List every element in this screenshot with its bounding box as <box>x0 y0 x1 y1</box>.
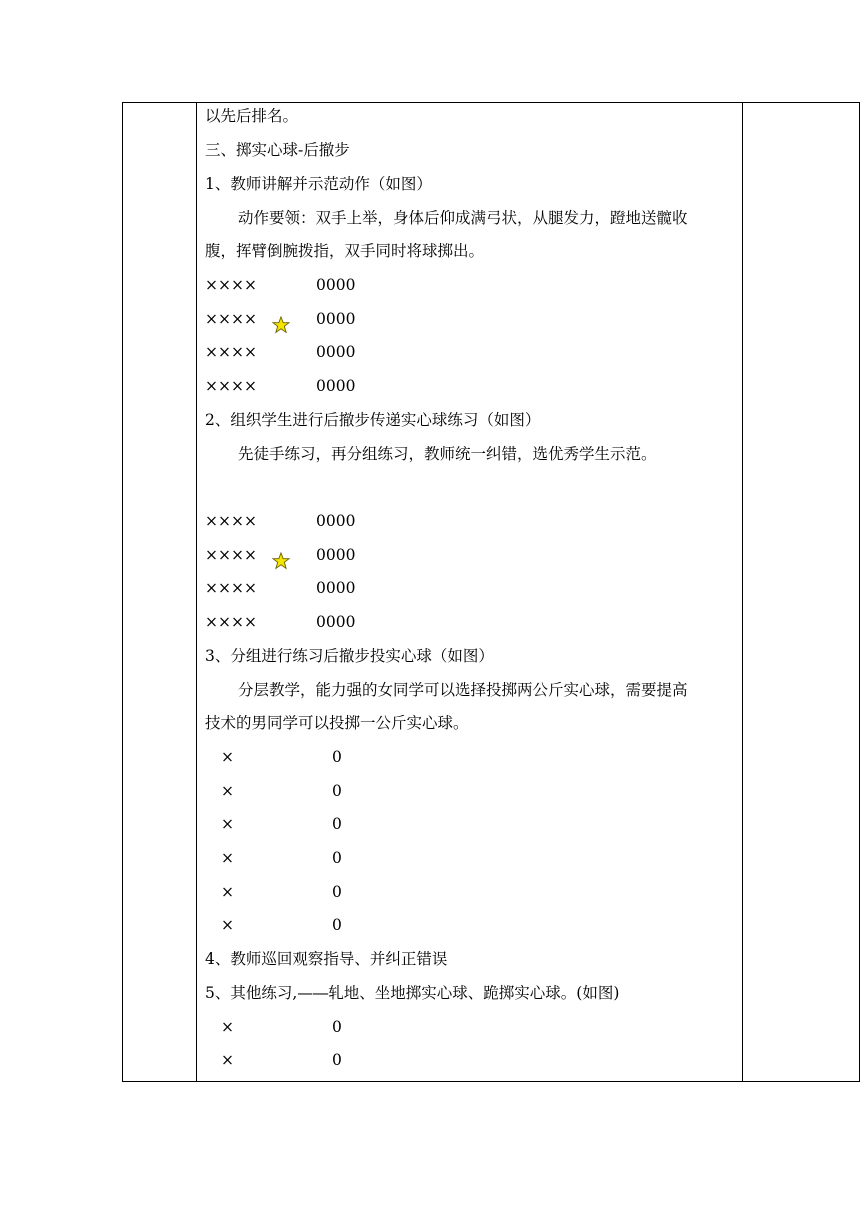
section-heading-shot-put: 三、掷实心球-后撤步 <box>205 141 350 159</box>
zero-mark: 0 <box>332 883 342 901</box>
cross-mark: × <box>221 883 234 901</box>
cross-mark: × <box>221 849 234 867</box>
zero-row: 0000 <box>316 377 356 395</box>
zero-row: 0000 <box>316 579 356 597</box>
practice-text: 先徒手练习，再分组练习，教师统一纠错，选优秀学生示范。 <box>238 445 657 463</box>
cross-row: ×××× <box>205 310 257 328</box>
zero-mark: 0 <box>332 748 342 766</box>
step-2-heading: 2、组织学生进行后撤步传递实心球练习（如图） <box>205 411 541 429</box>
text-line-ranking: 以先后排名。 <box>205 107 299 125</box>
zero-row: 0000 <box>316 310 356 328</box>
zero-row: 0000 <box>316 276 356 294</box>
zero-row: 0000 <box>316 343 356 361</box>
action-key-text-cont: 腹，挥臂倒腕拨指，双手同时将球掷出。 <box>205 242 485 260</box>
zero-row: 0000 <box>316 512 356 530</box>
cross-row: ×××× <box>205 613 257 631</box>
zero-row: 0000 <box>316 546 356 564</box>
cross-row: ×××× <box>205 546 257 564</box>
star-icon <box>272 552 290 570</box>
column-divider-1 <box>196 103 197 1081</box>
zero-mark: 0 <box>332 916 342 934</box>
cross-mark: × <box>221 1051 234 1069</box>
zero-mark: 0 <box>332 849 342 867</box>
cross-row: ×××× <box>205 579 257 597</box>
zero-mark: 0 <box>332 1051 342 1069</box>
zero-mark: 0 <box>332 815 342 833</box>
layered-teaching-text-cont: 技术的男同学可以投掷一公斤实心球。 <box>205 714 469 732</box>
cross-mark: × <box>221 782 234 800</box>
cross-mark: × <box>221 815 234 833</box>
cross-row: ×××× <box>205 512 257 530</box>
zero-row: 0000 <box>316 613 356 631</box>
cross-mark: × <box>221 916 234 934</box>
action-key-text: 动作要领：双手上举，身体后仰成满弓状，从腿发力，蹬地送髋收 <box>238 209 688 227</box>
star-icon <box>272 316 290 334</box>
zero-mark: 0 <box>332 782 342 800</box>
cross-mark: × <box>221 748 234 766</box>
step-4-heading: 4、教师巡回观察指导、并纠正错误 <box>205 950 448 968</box>
cross-row: ×××× <box>205 343 257 361</box>
step-3-heading: 3、分组进行练习后撤步投实心球（如图） <box>205 647 494 665</box>
cross-row: ×××× <box>205 377 257 395</box>
step-1-heading: 1、教师讲解并示范动作（如图） <box>205 175 432 193</box>
cross-mark: × <box>221 1018 234 1036</box>
step-5-heading: 5、其他练习,—―轧地、坐地掷实心球、跪掷实心球。(如图) <box>205 984 620 1002</box>
layered-teaching-text: 分层教学，能力强的女同学可以选择投掷两公斤实心球，需要提高 <box>238 681 688 699</box>
zero-mark: 0 <box>332 1018 342 1036</box>
column-divider-2 <box>742 103 743 1081</box>
cross-row: ×××× <box>205 276 257 294</box>
